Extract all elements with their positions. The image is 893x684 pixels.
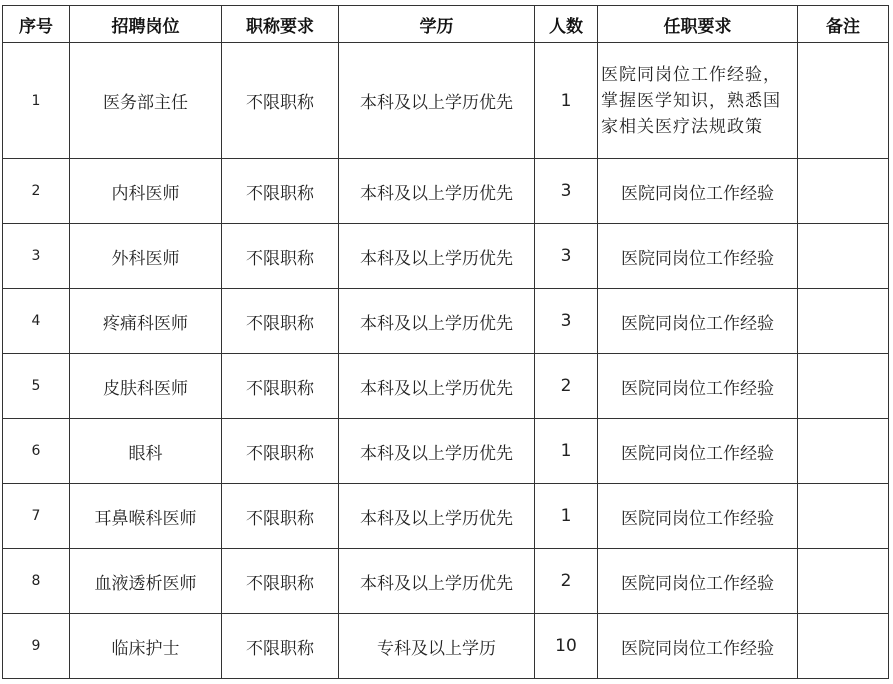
table-row xyxy=(3,484,889,549)
header-education: 学历 xyxy=(339,6,535,43)
cell-no: 7 xyxy=(3,484,70,549)
table-row xyxy=(3,354,889,419)
cell-count: 1 xyxy=(535,484,598,549)
cell-count: 1 xyxy=(535,419,598,484)
table-row xyxy=(3,43,889,159)
cell-education: 本科及以上学历优先 xyxy=(339,43,535,159)
cell-count: 1 xyxy=(535,43,598,159)
table-row xyxy=(3,289,889,354)
cell-count: 2 xyxy=(535,354,598,419)
cell-note xyxy=(798,354,889,419)
cell-position: 眼科 xyxy=(70,419,222,484)
cell-no: 8 xyxy=(3,549,70,614)
cell-no: 3 xyxy=(3,224,70,289)
cell-note xyxy=(798,419,889,484)
cell-requirement: 医院同岗位工作经验 xyxy=(598,419,798,484)
header-no: 序号 xyxy=(3,6,70,43)
cell-education: 本科及以上学历优先 xyxy=(339,549,535,614)
cell-note xyxy=(798,614,889,679)
cell-count: 3 xyxy=(535,224,598,289)
cell-title: 不限职称 xyxy=(222,549,339,614)
header-position: 招聘岗位 xyxy=(70,6,222,43)
cell-position: 疼痛科医师 xyxy=(70,289,222,354)
cell-requirement: 医院同岗位工作经验 xyxy=(598,224,798,289)
table-row xyxy=(3,549,889,614)
cell-no: 1 xyxy=(3,43,70,159)
cell-education: 本科及以上学历优先 xyxy=(339,224,535,289)
cell-no: 5 xyxy=(3,354,70,419)
cell-title: 不限职称 xyxy=(222,484,339,549)
cell-education: 本科及以上学历优先 xyxy=(339,289,535,354)
table-row xyxy=(3,419,889,484)
cell-note xyxy=(798,159,889,224)
cell-education: 本科及以上学历优先 xyxy=(339,159,535,224)
recruitment-table xyxy=(2,5,889,679)
header-requirement: 任职要求 xyxy=(598,6,798,43)
cell-position: 耳鼻喉科医师 xyxy=(70,484,222,549)
cell-note xyxy=(798,224,889,289)
cell-requirement: 医院同岗位工作经验 xyxy=(598,614,798,679)
cell-title: 不限职称 xyxy=(222,159,339,224)
header-title-requirement: 职称要求 xyxy=(222,6,339,43)
cell-note xyxy=(798,43,889,159)
table-row xyxy=(3,614,889,679)
cell-education: 本科及以上学历优先 xyxy=(339,354,535,419)
cell-education: 专科及以上学历 xyxy=(339,614,535,679)
cell-note xyxy=(798,484,889,549)
cell-education: 本科及以上学历优先 xyxy=(339,484,535,549)
cell-requirement: 医院同岗位工作经验，掌握医学知识，熟悉国家相关医疗法规政策 xyxy=(598,43,798,159)
cell-title: 不限职称 xyxy=(222,419,339,484)
cell-count: 3 xyxy=(535,289,598,354)
cell-title: 不限职称 xyxy=(222,614,339,679)
cell-count: 10 xyxy=(535,614,598,679)
cell-title: 不限职称 xyxy=(222,354,339,419)
cell-position: 临床护士 xyxy=(70,614,222,679)
cell-no: 9 xyxy=(3,614,70,679)
cell-position: 医务部主任 xyxy=(70,43,222,159)
header-row xyxy=(3,6,889,43)
cell-position: 血液透析医师 xyxy=(70,549,222,614)
header-count: 人数 xyxy=(535,6,598,43)
cell-requirement: 医院同岗位工作经验 xyxy=(598,549,798,614)
cell-requirement: 医院同岗位工作经验 xyxy=(598,354,798,419)
cell-position: 皮肤科医师 xyxy=(70,354,222,419)
cell-title: 不限职称 xyxy=(222,43,339,159)
cell-count: 2 xyxy=(535,549,598,614)
cell-title: 不限职称 xyxy=(222,224,339,289)
table-row xyxy=(3,159,889,224)
cell-position: 内科医师 xyxy=(70,159,222,224)
cell-no: 4 xyxy=(3,289,70,354)
header-note: 备注 xyxy=(798,6,889,43)
cell-note xyxy=(798,549,889,614)
cell-position: 外科医师 xyxy=(70,224,222,289)
cell-requirement: 医院同岗位工作经验 xyxy=(598,484,798,549)
cell-no: 2 xyxy=(3,159,70,224)
cell-no: 6 xyxy=(3,419,70,484)
cell-note xyxy=(798,289,889,354)
cell-title: 不限职称 xyxy=(222,289,339,354)
cell-education: 本科及以上学历优先 xyxy=(339,419,535,484)
cell-requirement: 医院同岗位工作经验 xyxy=(598,159,798,224)
cell-requirement: 医院同岗位工作经验 xyxy=(598,289,798,354)
cell-count: 3 xyxy=(535,159,598,224)
table-row xyxy=(3,224,889,289)
